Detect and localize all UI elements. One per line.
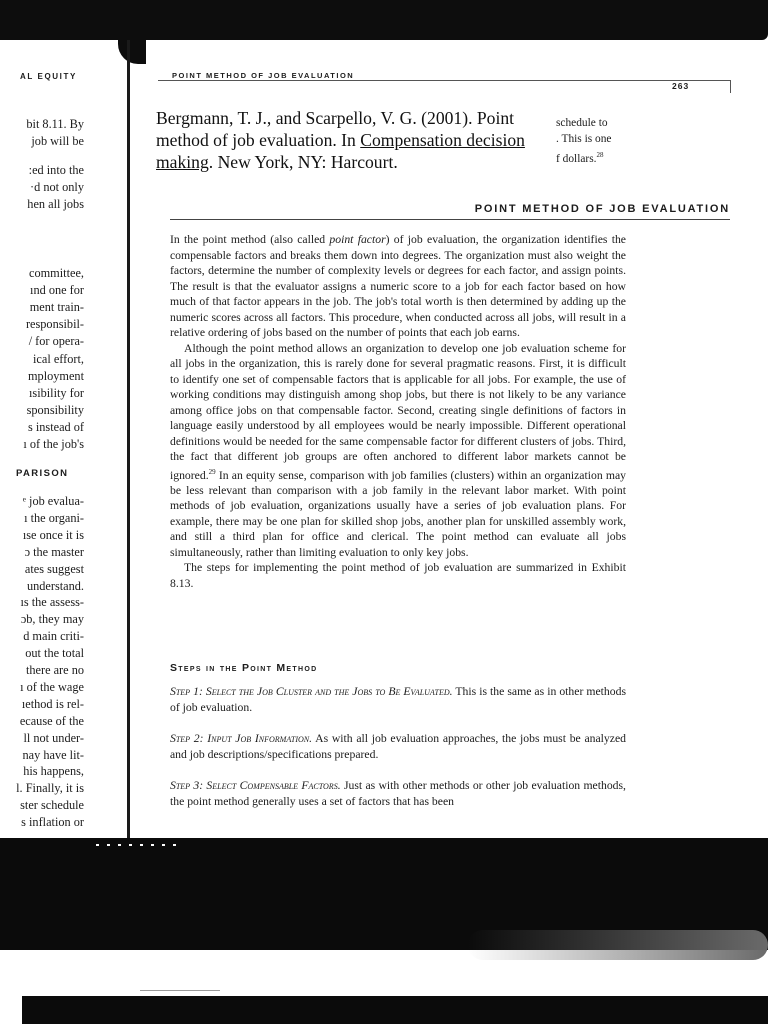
left-fragment-line: d main criti- — [23, 629, 84, 644]
scan-foot-line — [140, 990, 220, 991]
left-fragment-line: ıethod is rel- — [21, 696, 84, 711]
left-fragment-line: out the total — [25, 646, 84, 661]
step-3: Step 3: Select Compensable Factors. Just as with other methods or other job evaluation methods, the point method generally uses a set of factors that has been — [170, 779, 626, 808]
left-fragment-line: ɔ the master — [24, 544, 84, 559]
left-fragment-line: nay have lit- — [22, 747, 84, 762]
left-fragment-line: ɔb, they may — [20, 612, 84, 627]
left-fragment-line: understand. — [26, 578, 84, 593]
left-fragment-line: ınd one for — [30, 283, 84, 298]
left-fragment-line: ı of the wage — [20, 679, 84, 694]
paragraph-3: The steps for implementing the point method of job evaluation are summarized in Exhibit 8.13. — [170, 561, 626, 590]
overflow-line: . This is one — [556, 133, 612, 145]
left-fragment-line: l. Finally, it is — [16, 781, 84, 796]
left-fragment-line: / for opera- — [28, 334, 84, 349]
binding-notch — [118, 28, 146, 64]
left-fragment-line: ecause of the — [19, 713, 84, 728]
left-section-heading: PARISON — [16, 468, 69, 479]
paragraph-1: In the point method (also called point factor) of job evaluation, the organization identifies the compensable factors and breaks them down into degrees. The organization must also weight the factors, determine the number of complexity levels or degrees for each factor, and assign points. The result is that the evaluator assigns a numeric score to a job for each factor based on how much of that factor appears in the job. The job's total worth is then determined by adding up the numeric scores across all factors. This procedure, when conducted across all jobs, will result in a relative ordering of jobs based on the number of points that each job earns. — [170, 233, 626, 339]
left-fragment-line: ll not under- — [23, 730, 84, 745]
left-fragment-line: hen all jobs — [27, 197, 84, 211]
step-2: Step 2: Input Job Information. As with all job evaluation approaches, the jobs must be analyzed and job descriptions/specifications prepared. — [170, 732, 626, 761]
section-title: POINT METHOD OF JOB EVALUATION — [474, 203, 730, 215]
left-fragment-line: ı the organi- — [24, 510, 84, 525]
scan-dots — [96, 844, 176, 846]
step-lead: Step 1: Select the Job Cluster and the Jobs to Be Evaluated. — [170, 685, 453, 698]
overflow-line: schedule to — [556, 117, 608, 129]
book-spine — [127, 40, 130, 840]
running-head: POINT METHOD OF JOB EVALUATION — [172, 71, 355, 80]
left-fragment-line: mployment — [27, 368, 84, 383]
left-fragment-line: ıse once it is — [22, 527, 84, 542]
left-running-head: AL EQUITY — [20, 72, 77, 81]
left-fragment-line: ical effort, — [33, 351, 84, 366]
left-fragment-line: bit 8.11. By — [26, 117, 84, 131]
citation-part2: . New York, NY: Harcourt. — [208, 152, 398, 172]
left-fragment-line: :ed into the — [28, 163, 84, 177]
overflow-line: f dollars.$^{28}$ — [556, 151, 604, 165]
steps-heading: Steps in the Point Method — [170, 662, 318, 674]
left-fragment-line: ·d not only — [30, 180, 84, 194]
left-fragment-line: sponsibility — [26, 402, 84, 417]
body-text — [170, 232, 626, 591]
page-number-rule — [158, 80, 731, 93]
left-fragment-line: there are no — [25, 663, 84, 677]
left-fragment-line: ster schedule — [20, 798, 84, 813]
left-fragment-line: ment train- — [29, 300, 84, 315]
left-fragment-line: committee, — [29, 266, 84, 280]
left-fragment-line: ısibility for — [29, 385, 84, 400]
left-fragment-line: ates suggest — [24, 561, 84, 576]
footnote-ref: 28 — [596, 151, 604, 159]
citation-part1: Bergmann, T. J., and Scarpello, V. G. (2001). Point method of job evaluation. In — [156, 108, 515, 150]
emphasis-term: point factor — [329, 233, 386, 246]
left-fragment-line: s inflation or — [21, 815, 84, 830]
left-fragment-line: s instead of — [27, 419, 84, 434]
step-lead: Step 3: Select Compensable Factors. — [170, 779, 341, 792]
left-fragment-line: ı of the job's — [23, 437, 84, 451]
left-fragment-line: ᵉ job evalua- — [22, 494, 84, 508]
left-fragment-line: ıs the assess- — [20, 595, 84, 610]
left-fragment-line: job will be — [31, 134, 84, 148]
section-rule — [170, 219, 730, 220]
paragraph-2: Although the point method allows an organization to develop one job evaluation scheme for all jobs in the organization, this is rarely done for several pragmatic reasons. First, it is difficult to identify one set of compensable factors that is applicable for all jobs. For example, the use of working conditions may distinguish among shop jobs, but there is not likely to be any variance among office jobs on that compensable factor. Second, creating single definitions of factors in language easily understood by all employees would be nearly impossible. Different operational definitions would be needed for the same compensable factor for different clusters of jobs. Third, the fact that different job groups are often anchored to different labor markets cannot be ignored.$^{29}$ In an equity sense, comparison with job families (clusters) within an organization may be less relevant than comparison with a job family in the relevant labor market. With point methods of job evaluation, organizations usually have a series of job evaluation plans. For example, there may be one plan for skilled shop jobs, another plan for unskilled assembly work, and still a third plan for office and clerical. The point method can evaluate all jobs simultaneously, rather than limiting evaluation to only key jobs. — [170, 341, 626, 559]
step-1: Step 1: Select the Job Cluster and the Jobs to Be Evaluated. This is the same as in other methods of job evaluation. — [170, 685, 626, 714]
citation-note — [156, 107, 556, 173]
overflow-text — [556, 115, 611, 167]
scan-fade — [468, 930, 768, 960]
left-fragment-line: his happens, — [23, 764, 84, 779]
page-number: 263 — [672, 81, 690, 91]
step-lead: Step 2: Input Job Information. — [170, 732, 313, 745]
citation-book-title: Compensation decision making — [156, 130, 525, 172]
scan-foot-band — [22, 996, 768, 1024]
scan-top-band — [0, 0, 768, 40]
scan-bottom-band — [0, 838, 768, 950]
footnote-ref: 29 — [208, 467, 216, 476]
left-fragment-line: responsibil- — [25, 317, 84, 332]
